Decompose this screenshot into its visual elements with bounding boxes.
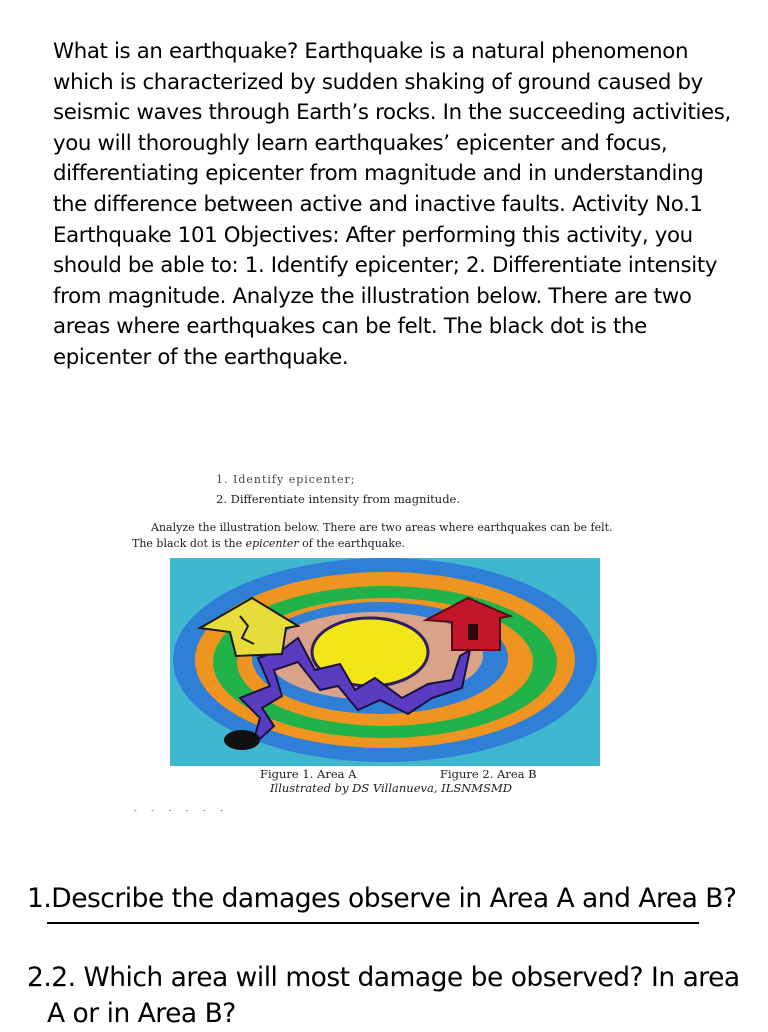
figure-1-caption: Figure 1. Area A xyxy=(260,767,357,781)
scanned-worksheet-excerpt xyxy=(120,470,640,820)
cut-off-dashes: - - - - - - xyxy=(134,806,229,815)
analyze-line-2-post: of the earthquake. xyxy=(298,536,406,550)
figure-2-caption: Figure 2. Area B xyxy=(440,767,537,781)
analyze-instruction xyxy=(132,520,632,551)
illustrator-credit: Illustrated by DS Villanueva, ILSNMSMD xyxy=(270,781,512,795)
intro-paragraph: What is an earthquake? Earthquake is a natural phenomenon which is characterized by sudden shaking of ground caused by seismic waves through Earth’s rocks. In the succeeding activities, you will thoroughly learn earthquakes’ epicenter and focus, differentiating epicenter from magnitude and in understanding the difference between active and inactive faults. Activity No.1 Earthquake 101 Objectives: After performing this activity, you should be able to: 1. Identify epicenter; 2. Differentiate intensity from magnitude. Analyze the illustration below. There are two areas where earthquakes can be felt. The black dot is the epicenter of the earthquake. xyxy=(53,39,731,370)
question-1: 1.Describe the damages observe in Area A and Area B? xyxy=(27,883,737,914)
epicenter-term: epicenter xyxy=(245,536,299,550)
question-2-line-1: 2.2. Which area will most damage be observed? In area xyxy=(27,962,740,993)
answer-line xyxy=(47,922,699,924)
cut-off-line: 1. Identify epicenter; xyxy=(216,473,356,486)
question-2-line-2: A or in Area B? xyxy=(47,998,236,1029)
objective-2: 2. Differentiate intensity from magnitude. xyxy=(216,492,461,506)
earthquake-intensity-illustration xyxy=(170,558,600,766)
analyze-line-1: Analyze the illustration below. There are two areas where earthquakes can be felt. xyxy=(151,521,613,534)
epicenter-dot xyxy=(224,730,260,750)
question-2 xyxy=(27,960,757,1032)
analyze-line-2-pre: The black dot is the xyxy=(132,536,246,550)
